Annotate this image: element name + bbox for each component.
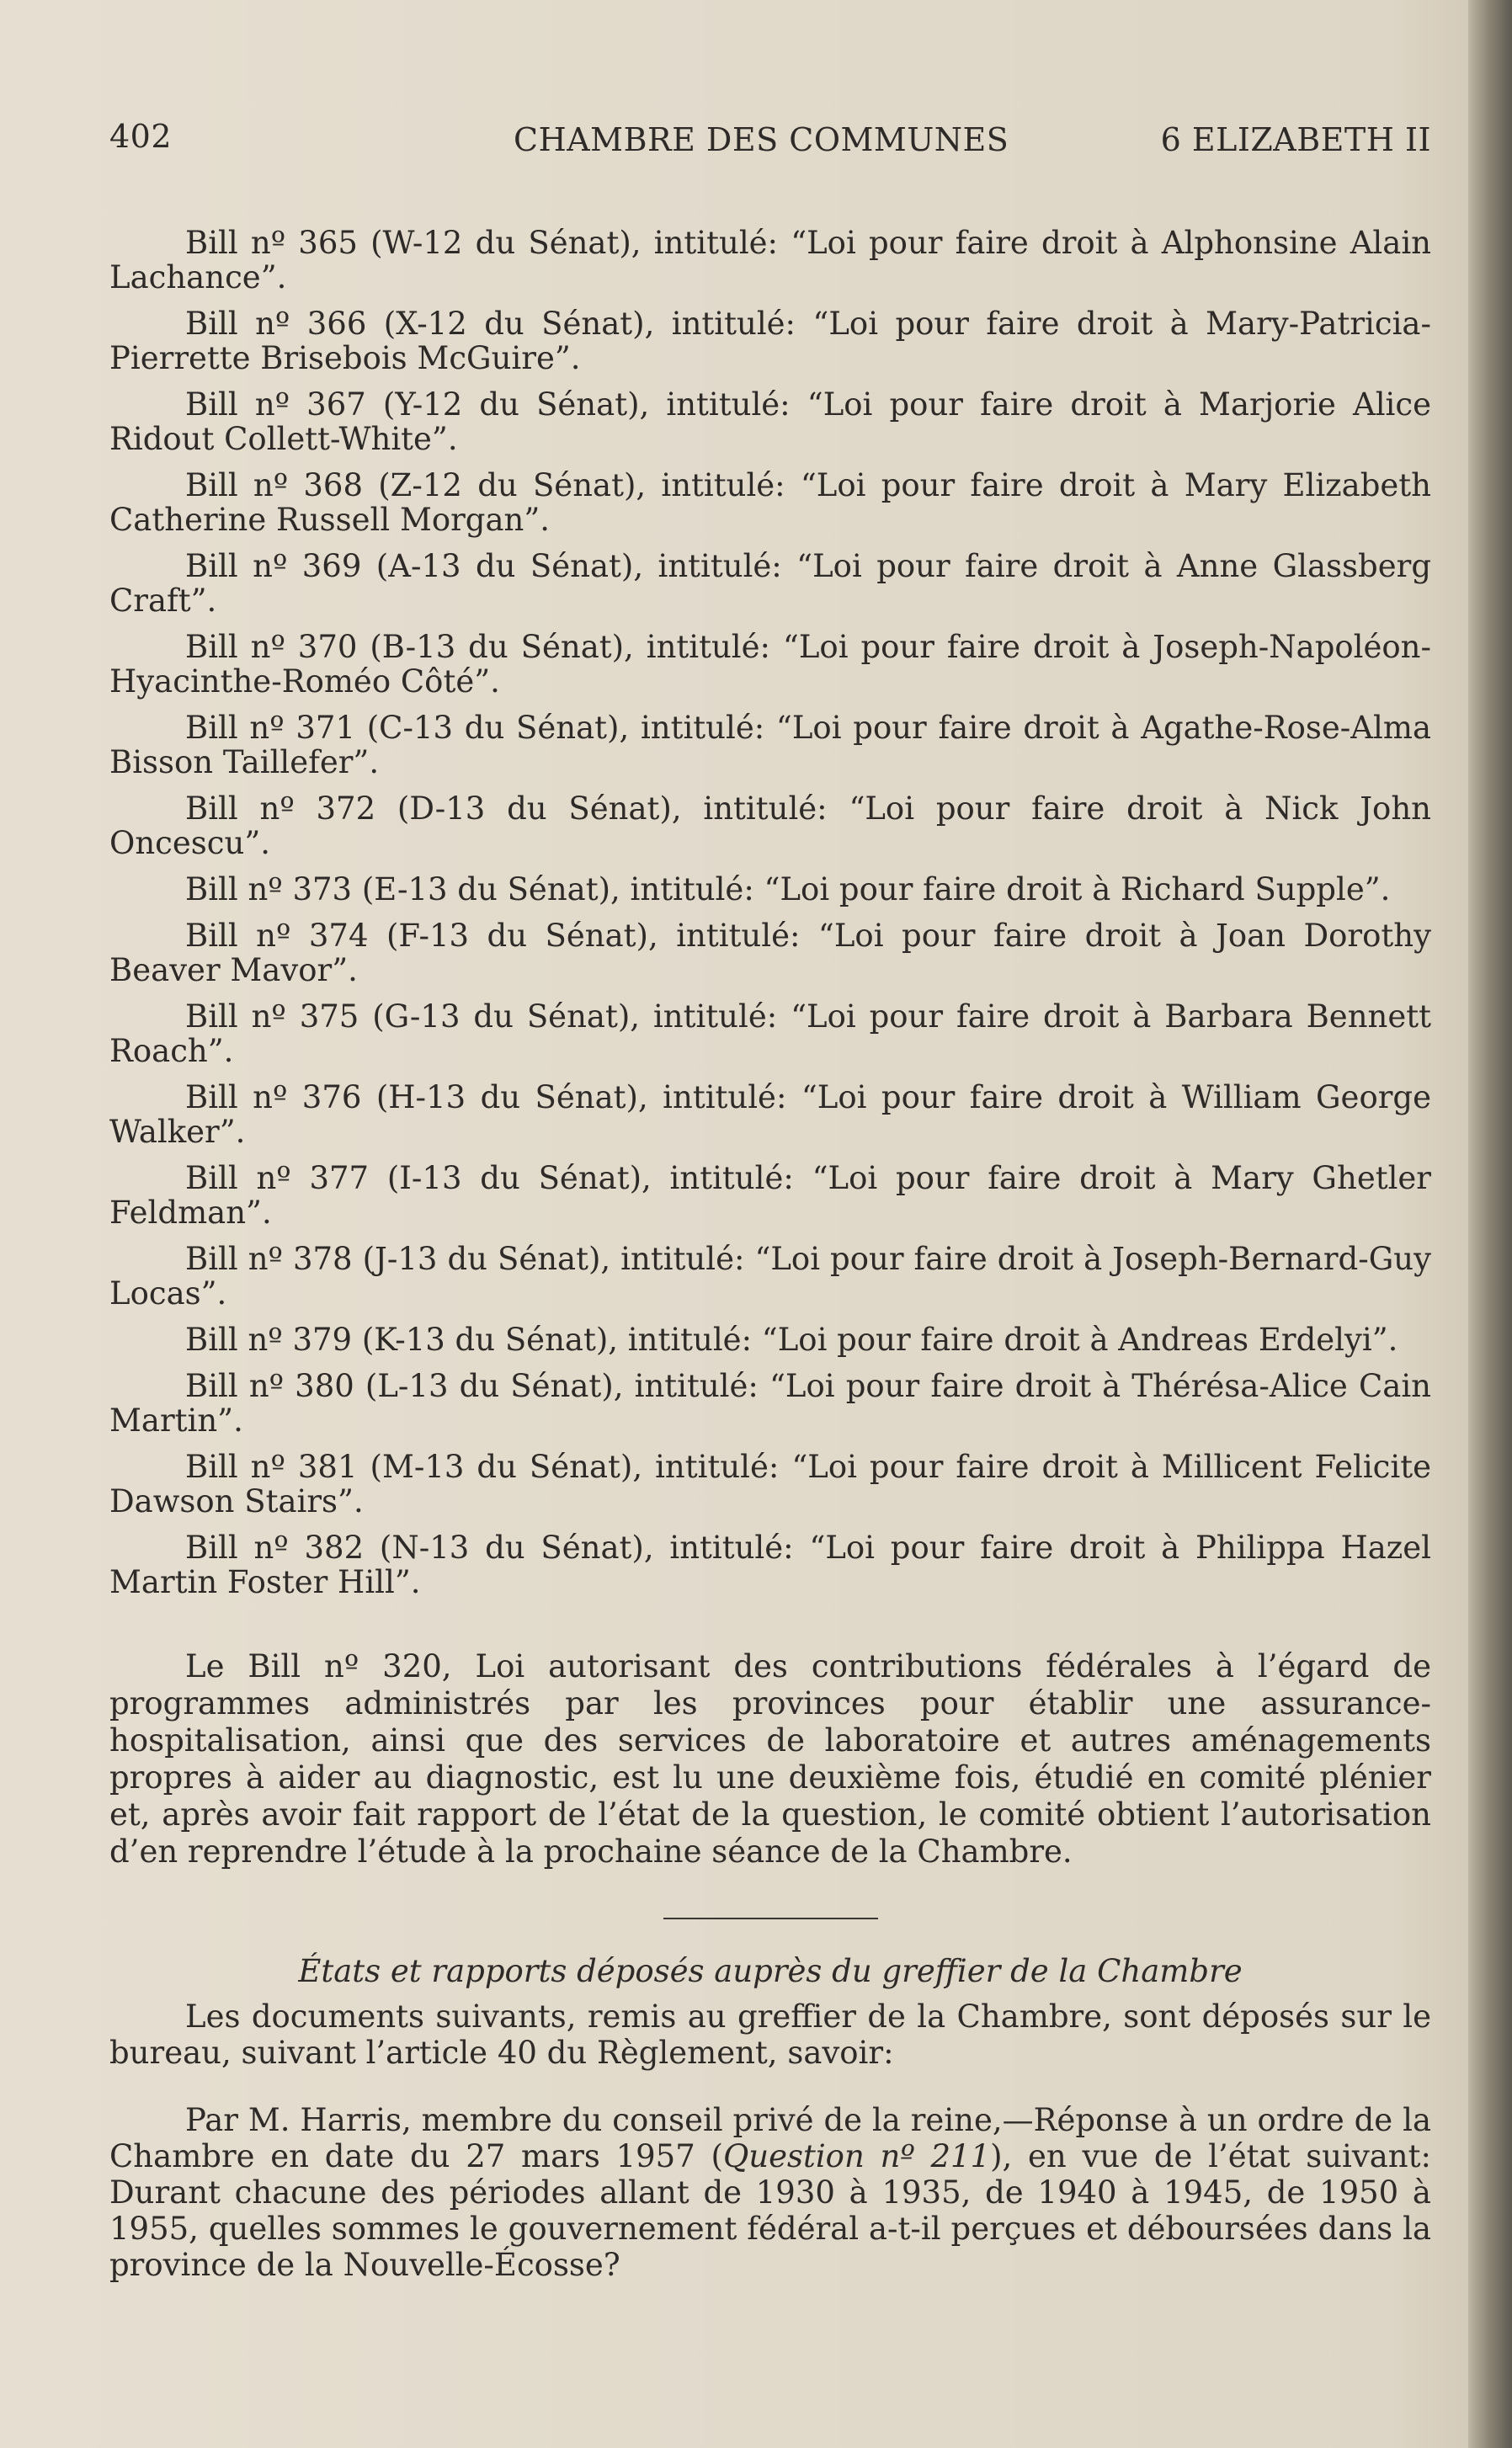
bill-entry: Bill nº 372 (D-13 du Sénat), intitulé: “Loi pour faire droit à Nick John Oncescu”.	[109, 790, 1431, 861]
bill-entry: Bill nº 373 (E-13 du Sénat), intitulé: “Loi pour faire droit à Richard Supple”.	[185, 871, 1391, 907]
bill-entry: Bill nº 380 (L-13 du Sénat), intitulé: “Loi pour faire droit à Thérésa-Alice Cain Martin”.	[109, 1368, 1431, 1439]
bill-entry: Bill nº 378 (J-13 du Sénat), intitulé: “Loi pour faire droit à Joseph-Bernard-Guy Locas”.	[109, 1241, 1431, 1312]
section-divider	[663, 1918, 878, 1919]
bill-entry: Bill nº 374 (F-13 du Sénat), intitulé: “Loi pour faire droit à Joan Dorothy Beaver Mavor”.	[109, 918, 1431, 988]
running-header	[109, 118, 1431, 168]
bill-entry: Bill nº 377 (I-13 du Sénat), intitulé: “Loi pour faire droit à Mary Ghetler Feldman”.	[109, 1160, 1431, 1231]
bill-entry: Bill nº 369 (A-13 du Sénat), intitulé: “Loi pour faire droit à Anne Glassberg Craft”.	[109, 548, 1431, 619]
bill-list	[109, 226, 1431, 1599]
section-heading: États et rapports déposés auprès du greffier de la Chambre	[298, 1953, 1243, 1989]
return-text-end: ), en vue de l’état suivant: Durant chacune des périodes allant de 1930 à 1935, de 1940 à 1945, de 1950 à 1955, quelles sommes le gouvernement fédéral a-t-il perçues et déboursées dans la province de la Nouvelle-Écosse?	[109, 2138, 1431, 2283]
bill-entry: Bill nº 365 (W-12 du Sénat), intitulé: “Loi pour faire droit à Alphonsine Alain Lachance”.	[109, 225, 1431, 295]
bill-entry: Bill nº 368 (Z-12 du Sénat), intitulé: “Loi pour faire droit à Mary Elizabeth Catherine Russell Morgan”.	[109, 467, 1431, 538]
bill-entry: Bill nº 366 (X-12 du Sénat), intitulé: “Loi pour faire droit à Mary-Patricia-Pierrette Brisebois McGuire”.	[109, 306, 1431, 376]
page-content	[109, 118, 1431, 2314]
bill-entry: Bill nº 379 (K-13 du Sénat), intitulé: “Loi pour faire droit à Andreas Erdelyi”.	[185, 1322, 1398, 1358]
bill-entry: Bill nº 367 (Y-12 du Sénat), intitulé: “Loi pour faire droit à Marjorie Alice Ridout Collett-White”.	[109, 386, 1431, 457]
page-number: 402	[109, 118, 173, 155]
documents-intro-paragraph: Les documents suivants, remis au greffier de la Chambre, sont déposés sur le bureau, suivant l’article 40 du Règlement, savoir:	[109, 1998, 1431, 2071]
header-title: CHAMBRE DES COMMUNES	[514, 121, 1009, 158]
header-regnal-year: 6 ELIZABETH II	[1160, 121, 1431, 158]
return-text-start: Par M. Harris, membre du conseil privé de la reine,—Réponse à un ordre de la Chambre en date du 27 mars 1957 (	[109, 2102, 1431, 2174]
page-edge-shadow	[1468, 0, 1512, 2448]
bill-entry: Bill nº 375 (G-13 du Sénat), intitulé: “Loi pour faire droit à Barbara Bennett Roach”.	[109, 998, 1431, 1069]
bill-entry: Bill nº 371 (C-13 du Sénat), intitulé: “Loi pour faire droit à Agathe-Rose-Alma Bisson Taillefer”.	[109, 710, 1431, 780]
bill-entry: Bill nº 376 (H-13 du Sénat), intitulé: “Loi pour faire droit à William George Walker”.	[109, 1079, 1431, 1150]
bill-entry: Bill nº 370 (B-13 du Sénat), intitulé: “Loi pour faire droit à Joseph-Napoléon-Hyacinthe-Roméo Côté”.	[109, 629, 1431, 700]
bill-entry: Bill nº 382 (N-13 du Sénat), intitulé: “Loi pour faire droit à Philippa Hazel Martin Foster Hill”.	[109, 1530, 1431, 1600]
bill-320-paragraph: Le Bill nº 320, Loi autorisant des contributions fédérales à l’égard de programmes administrés par les provinces pour établir une assurance-hospitalisation, ainsi que des services de laboratoire et autres aménagements propres à aider au diagnostic, est lu une deuxième fois, étudié en comité plénier et, après avoir fait rapport de l’état de la question, le comité obtient l’autorisation d’en reprendre l’étude à la prochaine séance de la Chambre.	[109, 1648, 1431, 1870]
return-paragraph	[109, 2102, 1431, 2283]
bill-entry: Bill nº 381 (M-13 du Sénat), intitulé: “Loi pour faire droit à Millicent Felicite Dawson Stairs”.	[109, 1449, 1431, 1519]
question-reference: Question nº 211	[722, 2138, 991, 2174]
